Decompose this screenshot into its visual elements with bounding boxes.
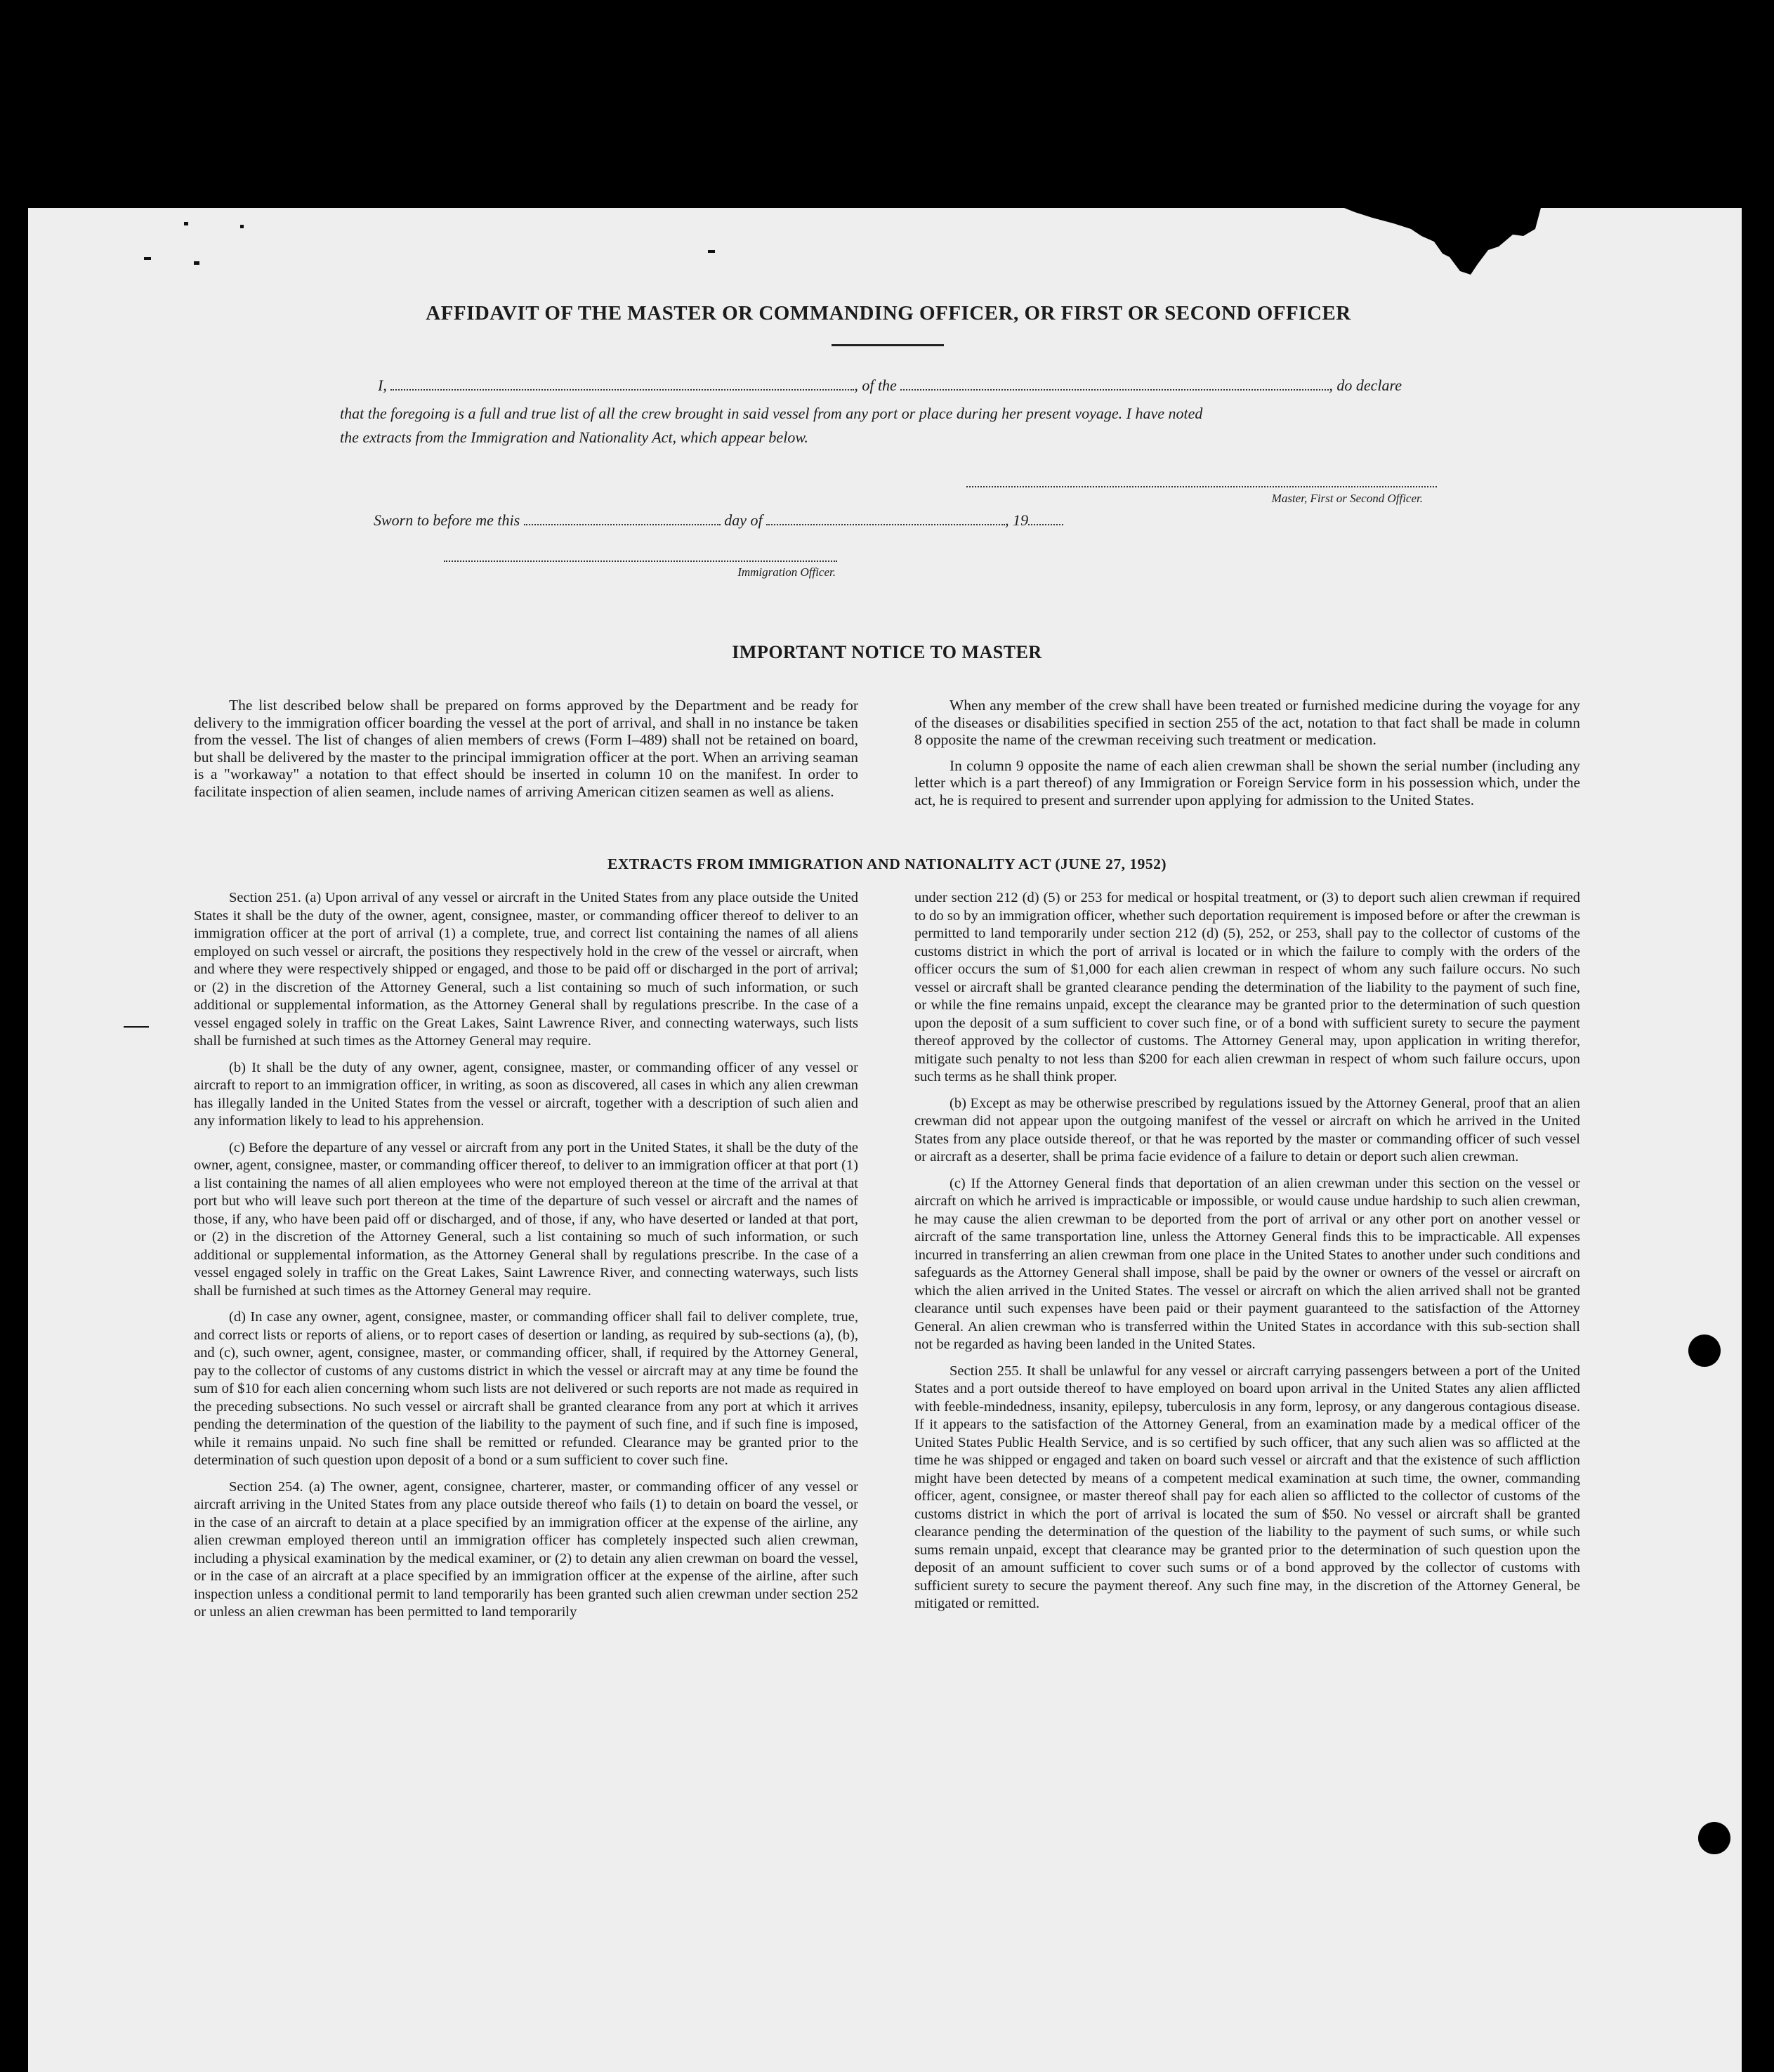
notice-right-paragraph-1: When any member of the crew shall have been treated or furnished medicine during the voyage for any of the diseases or disabilities specified in section 255 of the act, notation to that fact shall be made in column 8 opposite the name of the crewman receiving such treatment or medication. [914, 697, 1580, 749]
torn-edge [1344, 208, 1541, 278]
speck [124, 1026, 149, 1028]
punch-hole [1688, 1335, 1721, 1367]
notice-title: IMPORTANT NOTICE TO MASTER [732, 642, 1042, 662]
speck [194, 261, 199, 265]
day-of-label: day of [724, 511, 763, 529]
notice-left-column [194, 697, 858, 809]
name-blank[interactable] [390, 389, 854, 391]
officer-caption-text: Immigration Officer. [737, 565, 836, 579]
declaration-i: I, [378, 376, 387, 394]
year-blank[interactable] [1028, 524, 1063, 525]
section-251d: (d) In case any owner, agent, consignee, master, or commanding officer shall fail to deliver complete, true, and correct lists or reports of aliens, or to report cases of desertion or landing, as required by sub-sections (a), (b), and (c), such owner, agent, consignee, master, or commanding officer, shall, if required by the Attorney General, pay to the collector of customs of any customs district in which the vessel or aircraft may at any time be found the sum of $10 for each alien concerning whom such lists are not delivered or such reports are not made as required in the preceding subsections. No such vessel or aircraft shall be granted clearance from any port at which it arrives pending the determination of the question of the liability to the payment of such fine, and if such fine is imposed, while it remains unpaid. No such fine shall be remitted or refunded. Clearance may be granted prior to the determination of such question upon deposit of a bond or a sum sufficient to cover such fine. [194, 1309, 858, 1468]
punch-hole [1698, 1822, 1730, 1854]
notice-right-column [914, 697, 1580, 818]
declaration-line-1 [378, 376, 1438, 395]
section-254a: Section 254. (a) The owner, agent, consignee, charterer, master, or commanding officer of any vessel or aircraft arriving in the United States from any place outside thereof who fails (1) to detain on board the vessel, or in the case of an aircraft to detain at a place specified by an immigration officer at the expense of the airline, any alien crewman employed thereon until an immigration officer has completely inspected such alien crewman, including a physical examination by the medical examiner, or (2) to detain any alien crewman on board the vessel, or in the case of an aircraft at a place specified by an immigration officer at the expense of the airline, after such inspection unless a conditional permit to land temporarily has been granted such alien crewman under section 252 or unless an alien crewman has been permitted to land temporarily [194, 1478, 858, 1620]
master-caption: Master, First or Second Officer. [1271, 492, 1423, 505]
sworn-label: Sworn to before me this [374, 511, 520, 529]
section-254a-continued: under section 212 (d) (5) or 253 for medical or hospital treatment, or (3) to deport such alien crewman if required to do so by an immigration officer, whether such deportation requirement is imposed before or after the crewman is permitted to land temporarily under section 212 (d) (5), 252, or 253, shall pay to the collector of customs of the customs district in which the port of arrival is located or in which the failure to comply with the orders of the officer occurs the sum of $1,000 for each alien crewman in respect of whom any such failure occurs. No such vessel or aircraft shall be granted clearance pending the determination of the liability to the payment of such fine, or while the fine remains unpaid, except the clearance may be granted prior to the determination of such question upon the deposit of a sum sufficient to cover such fine, or of a bond with sufficient surety to secure the payment thereof approved by the collector of customs. The Attorney General may, upon application in writing therefor, mitigate such penalty to not less than $200 for each alien crewman in respect of whom such failure occurs, upon such terms as he shall think proper. [914, 890, 1580, 1084]
sworn-month-blank[interactable] [766, 524, 1005, 525]
section-255: Section 255. It shall be unlawful for any vessel or aircraft carrying passengers between a port of the United States and a port outside thereof to have employed on board upon arrival in the United States any alien afflicted with feeble-mindedness, insanity, epilepsy, tuberculosis in any form, leprosy, or any dangerous contagious disease. If it appears to the satisfaction of the Attorney General, from an examination made by a medical officer of the United States Public Health Service, and is so certified by such officer, that any such alien was so afflicted at the time he was shipped or engaged and taken on board such vessel or aircraft and that the existence of such affliction might have been detected by means of a competent medical examination at such time, the owner, commanding officer, agent, consignee, or master thereof shall pay for each alien so afflicted to the collector of customs of the customs district in which the port of arrival is located the sum of $50. No vessel or aircraft shall be granted clearance pending the determination of the question of the liability to the payment of such sums, or while such sums remain unpaid, except that clearance may be granted prior to the determination of such question upon the deposit of an amount sufficient to cover such sums or of a bond approved by the collector of customs with sufficient surety to secure the payment thereof. Any such fine may, in the discretion of the Attorney General, be mitigated or remitted. [914, 1363, 1580, 1611]
year-prefix: 19 [1013, 511, 1029, 529]
speck [184, 222, 188, 225]
section-251b: (b) It shall be the duty of any owner, agent, consignee, master, or commanding officer of any vessel or aircraft to report to an immigration officer, in writing, as soon as discovered, all cases in which any alien crewman has illegally landed in the United States from the vessel or aircraft, together with a description of such alien and any information likely to lead to his apprehension. [194, 1059, 858, 1129]
declaration-line-3: the extracts from the Immigration and Nationality Act, which appear below. [340, 428, 808, 446]
notice-right-paragraph-2: In column 9 opposite the name of each alien crewman shall be shown the serial number (including any letter which is a part thereof) of any Immigration or Foreign Service form in his possession which, under the act, he is required to present and surrender upon applying for admission to the United States. [914, 756, 1580, 808]
extracts-left-column [194, 889, 858, 1630]
extracts-title: EXTRACTS FROM IMMIGRATION AND NATIONALITY ACT (JUNE 27, 1952) [607, 855, 1167, 872]
declaration-line-2: that the foregoing is a full and true list of all the crew brought in said vessel from any port or place during her present voyage. I have noted [340, 405, 1203, 422]
extracts-right-column [914, 889, 1580, 1622]
notice-left-paragraph: The list described below shall be prepared on forms approved by the Department and be ready for delivery to the immigration officer boarding the vessel at the port of arrival, and shall in no instance be taken from the vessel. The list of changes of alien members of crews (Form I–489) shall not be retained on board, but shall be delivered by the master to the principal immigration officer at the port. When an arriving seaman is a "workaway" a notation to that effect should be inserted in column 10 on the manifest. In order to facilitate inspection of alien seamen, include names of arriving American citizen seamen as well as aliens. [194, 697, 858, 800]
officer-caption [444, 565, 837, 579]
speck [240, 225, 244, 228]
declaration-of-the: , of the [854, 376, 897, 394]
section-254c: (c) If the Attorney General finds that deportation of an alien crewman under this section on the vessel or aircraft on which he arrived is impracticable or impossible, or would cause undue hardship to such alien crewman, he may cause the alien crewman to be deported from the port of arrival or any other port on another vessel or aircraft of the same transportation line, unless the Attorney General finds this to be impracticable. All expenses incurred in transferring an alien crewman from one place in the United States to another under such conditions and safeguards as the Attorney General shall impose, shall be paid by the owner or owners of the vessel or aircraft on which the alien arrived in the United States. The vessel or aircraft on which the alien arrived shall not be granted clearance until such expenses have been paid or their payment guaranteed to the satisfaction of the Attorney General. An alien crewman who is transferred within the United States in accordance with this sub-section shall not be regarded as having been landed in the United States. [914, 1175, 1580, 1352]
section-251c: (c) Before the departure of any vessel or aircraft from any port in the United States, it shall be the duty of the owner, agent, consignee, master, or commanding officer thereof, to deliver to an immigration officer at that port (1) a list containing the names of all alien employees who were not employed thereon at the time of the arrival at that port but who will leave such port thereon at the time of the departure of such vessel or aircraft and the names of those, if any, who have been paid off or discharged, and of those, if any, who have deserted or landed at that port, or (2) in the discretion of the Attorney General, such a list containing so much of such information, or such additional or supplemental information, as the Attorney General shall by regulations prescribe. In the case of a vessel engaged solely in traffic on the Great Lakes, Saint Lawrence River, and connecting waterways, such lists shall be furnished at such times as the Attorney General may require. [194, 1139, 858, 1299]
vessel-blank[interactable] [900, 389, 1329, 391]
declaration-do-declare: , do declare [1329, 376, 1402, 394]
section-254b: (b) Except as may be otherwise prescribed by regulations issued by the Attorney General, proof that an alien crewman did not appear upon the outgoing manifest of the vessel or aircraft on which he arrived in the United States from any place outside thereof, or that he was reported by the master or commanding officer of such vessel or aircraft as a deserter, shall be prima facie evidence of a failure to detain or deport such alien crewman. [914, 1095, 1580, 1165]
speck [144, 257, 151, 260]
title-rule [832, 344, 944, 346]
sworn-line: Sworn to before me this day of , 19 [374, 511, 1181, 530]
master-signature-line[interactable] [966, 486, 1437, 487]
affidavit-title: AFFIDAVIT OF THE MASTER OR COMMANDING OFFICER, OR FIRST OR SECOND OFFICER [426, 302, 1351, 324]
officer-signature-line[interactable] [444, 560, 837, 562]
sworn-day-blank[interactable] [524, 524, 721, 525]
section-251a: Section 251. (a) Upon arrival of any vessel or aircraft in the United States from any place outside the United States it shall be the duty of the owner, agent, consignee, master, or commanding officer thereof to deliver to an immigration officer at the port of arrival (1) a complete, true, and correct list containing the names of all aliens employed on such vessel or aircraft, the positions they respectively hold in the crew of the vessel or aircraft, when and where they were respectively shipped or engaged, and those to be paid off or discharged in the port of arrival; or (2) in the discretion of the Attorney General, such a list containing so much of such information, or such additional or supplemental information, as the Attorney General shall by regulations prescribe. In the case of a vessel engaged solely in traffic on the Great Lakes, Saint Lawrence River, and connecting waterways, such lists shall be furnished at such times as the Attorney General may require. [194, 890, 858, 1049]
speck [708, 250, 715, 253]
